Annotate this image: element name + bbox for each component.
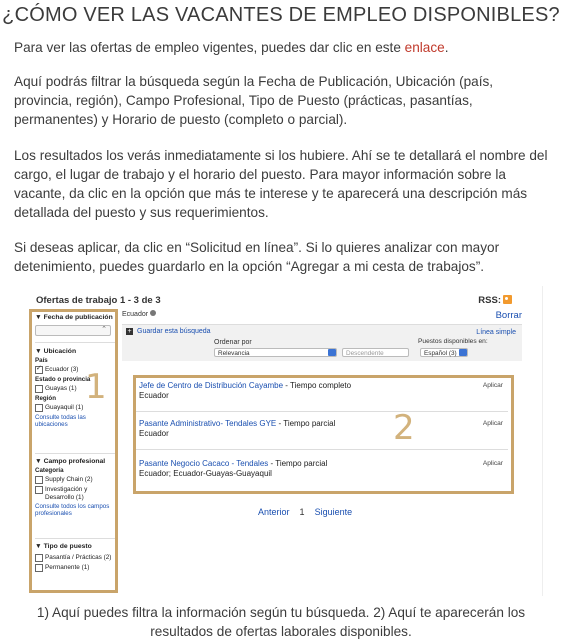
- guardar-busqueda[interactable]: [126, 328, 211, 335]
- siguiente-link[interactable]: Siguiente: [314, 507, 353, 517]
- results-highlight: [133, 375, 514, 494]
- sort-order-select[interactable]: [342, 348, 409, 357]
- fecha-select[interactable]: [35, 325, 111, 336]
- paragraph-results: Los resultados los verás inmediatamente si los hubiere. Ahí se te detallará el nombre del cargo, el lugar de trabajo y el horario del puesto. Para mayor información sobre la vacante, da clic en la opción que más te interese y te aparecerá una descripción más detallada del puesto y sus requerimientos.: [14, 148, 548, 220]
- tipo-heading[interactable]: ▼ Tipo de puesto: [35, 543, 92, 550]
- aplicar-link[interactable]: Aplicar: [482, 420, 503, 427]
- filter-label: Guayas (1): [45, 385, 77, 392]
- estado-label: Estado o provincia: [35, 376, 91, 383]
- filter-sidebar-highlight: [29, 309, 118, 593]
- job-location: Ecuador: [139, 391, 169, 400]
- filter-label: Ecuador (3): [45, 366, 79, 373]
- divider: [35, 453, 115, 454]
- job-title-link[interactable]: Pasante Administrativo- Tendales GYE: [139, 419, 277, 428]
- divider: [136, 411, 508, 412]
- result-row[interactable]: [139, 381, 505, 401]
- filter-investigacion[interactable]: [35, 486, 115, 501]
- filter-label: Guayaquil (1): [45, 404, 84, 411]
- checkbox[interactable]: [35, 366, 43, 374]
- checkbox[interactable]: [35, 385, 43, 393]
- job-schedule: - Tiempo parcial: [268, 459, 328, 468]
- tipo-section: [35, 543, 115, 572]
- pagination: [258, 507, 352, 517]
- job-location: Ecuador; Ecuador-Guayas-Guayaquil: [139, 469, 272, 478]
- ubicacion-heading[interactable]: ▼ Ubicación: [35, 348, 77, 355]
- results-header: Ofertas de trabajo 1 - 3 de 3: [36, 295, 161, 306]
- remove-filter-icon[interactable]: [150, 310, 156, 316]
- filter-label: Pasantía / Prácticas (2): [45, 554, 112, 561]
- embedded-screenshot: [22, 286, 544, 598]
- campo-section: [35, 458, 115, 517]
- job-location: Ecuador: [139, 429, 169, 438]
- checkbox[interactable]: [35, 486, 43, 494]
- intro-text: Para ver las ofertas de empleo vigentes, puedes dar clic en este: [14, 40, 405, 55]
- sort-panel: [122, 324, 522, 361]
- linea-simple-link[interactable]: Línea simple: [476, 329, 516, 336]
- filter-pasantia[interactable]: [35, 554, 115, 562]
- language-select[interactable]: [420, 348, 468, 357]
- region-label: Región: [35, 395, 56, 402]
- annotation-number-1: 1: [85, 367, 107, 407]
- sort-field-select[interactable]: [214, 348, 337, 357]
- image-caption: 1) Aquí puedes filtra la información según tu búsqueda. 2) Aquí te aparecerán los resultados de ofertas laborales disponibles.: [36, 605, 526, 639]
- checkbox[interactable]: [35, 476, 43, 484]
- divider: [35, 538, 115, 539]
- checkbox[interactable]: [35, 404, 43, 412]
- filter-permanente[interactable]: [35, 564, 115, 572]
- enlace-link[interactable]: enlace: [404, 40, 445, 55]
- plus-icon[interactable]: +: [127, 328, 132, 335]
- aplicar-link[interactable]: Aplicar: [482, 382, 503, 389]
- job-schedule: - Tiempo completo: [283, 381, 352, 390]
- checkbox[interactable]: [35, 554, 43, 562]
- result-row[interactable]: [139, 419, 505, 439]
- campo-heading[interactable]: ▼ Campo profesional: [35, 458, 106, 465]
- rss-icon[interactable]: [503, 295, 512, 304]
- paragraph-filters: Aquí podrás filtrar la búsqueda según la Fecha de Publicación, Ubicación (país, provincia, región), Campo Profesional, Tipo de Puesto (prácticas, pasantías, permanentes) y Horario de puesto (completo o parcial).: [14, 74, 494, 127]
- guardar-label: Guardar esta búsqueda: [137, 328, 211, 335]
- page-number[interactable]: 1: [299, 507, 305, 517]
- result-row[interactable]: [139, 459, 505, 479]
- consulte-ubicaciones-link[interactable]: Consulte todas las ubicaciones: [35, 414, 86, 428]
- divider: [35, 342, 115, 343]
- rss-label[interactable]: [478, 295, 512, 306]
- puestos-label: Puestos disponibles en:: [418, 338, 488, 345]
- chevron-down-icon: [328, 349, 336, 356]
- divider: [136, 449, 508, 450]
- active-filter-tag[interactable]: [122, 310, 156, 318]
- job-title-link[interactable]: Pasante Negocio Cacaco - Tendales: [139, 459, 269, 468]
- borrar-link[interactable]: Borrar: [495, 310, 522, 321]
- job-search-panel: [22, 286, 543, 596]
- sort-order-value: Descendente: [346, 350, 384, 357]
- intro-end: .: [444, 40, 449, 55]
- filter-label: Investigación y Desarrollo (1): [45, 486, 88, 501]
- paragraph-apply: Si deseas aplicar, da clic en “Solicitud en línea”. Si lo quieres analizar con mayor detenimiento, puedes guardarlo en la opción “Agregar a mi cesta de trabajos”.: [14, 240, 500, 274]
- job-schedule: - Tiempo parcial: [276, 419, 336, 428]
- sort-field-value: Relevancia: [218, 350, 250, 357]
- ordenar-label: Ordenar por: [214, 339, 252, 346]
- consulte-campos-link[interactable]: Consulte todos los campos profesionales: [35, 503, 110, 517]
- aplicar-link[interactable]: Aplicar: [482, 460, 503, 467]
- anterior-link[interactable]: Anterior: [258, 507, 290, 517]
- checkbox[interactable]: [35, 564, 43, 572]
- annotation-number-2: 2: [393, 408, 415, 448]
- paragraph-intro: [14, 38, 552, 57]
- chevron-down-icon: [459, 349, 467, 356]
- page-title: ¿CÓMO VER LAS VACANTES DE EMPLEO DISPONIBLES?: [2, 4, 560, 26]
- filter-tag-label: Ecuador: [122, 311, 149, 318]
- filter-supply-chain[interactable]: [35, 476, 115, 484]
- language-value: Español (3): [424, 350, 457, 357]
- job-title-link[interactable]: Jefe de Centro de Distribución Cayambe: [139, 381, 284, 390]
- categoria-label: Categoría: [35, 467, 64, 474]
- pais-label: País: [35, 357, 48, 364]
- rss-text: RSS:: [478, 295, 501, 306]
- filter-label: Permanente (1): [45, 564, 90, 571]
- filter-label: Supply Chain (2): [45, 476, 93, 483]
- fecha-section: [35, 314, 115, 336]
- fecha-heading[interactable]: ▼ Fecha de publicación: [35, 314, 113, 321]
